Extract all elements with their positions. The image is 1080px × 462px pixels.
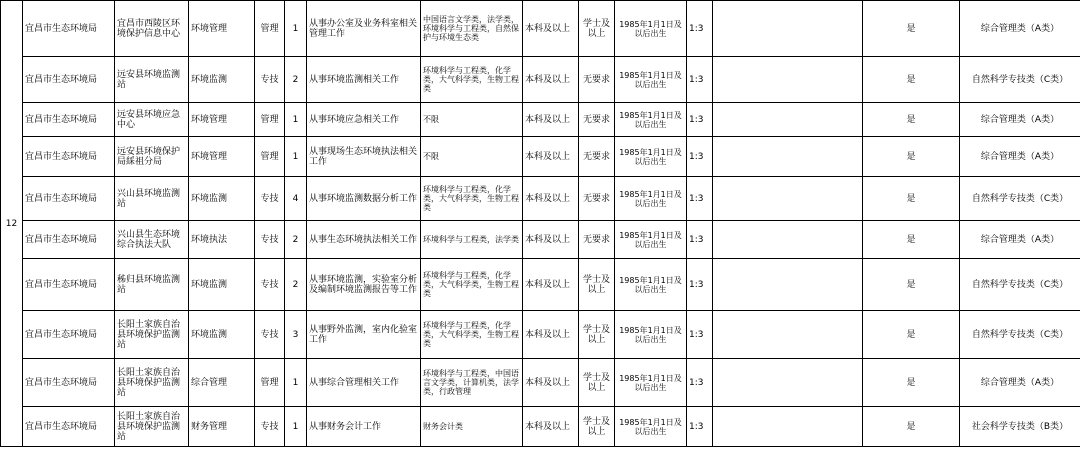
unit-cell: 宜昌市西陵区环境保护信息中心 — [115, 1, 189, 57]
headcount-cell: 1 — [285, 359, 307, 407]
birth-requirement-cell: 1985年1月1日及以后出生 — [615, 57, 687, 103]
blank-cell — [713, 311, 863, 359]
unit-cell: 远安县环境保护局綵祖分局 — [115, 137, 189, 177]
major-cell: 环境科学与工程类，化学类，大气科学类，生物工程类 — [421, 311, 523, 359]
department-cell: 宜昌市生态环境局 — [23, 1, 115, 57]
post-name-cell: 环境监测 — [189, 311, 255, 359]
headcount-cell: 1 — [285, 1, 307, 57]
duty-cell: 从事生态环境执法相关工作 — [307, 221, 421, 259]
ratio-cell: 1:3 — [687, 221, 713, 259]
degree-cell: 无要求 — [579, 137, 615, 177]
birth-requirement-cell: 1985年1月1日及以后出生 — [615, 137, 687, 177]
duty-cell: 从事现场生态环境执法相关工作 — [307, 137, 421, 177]
headcount-cell: 2 — [285, 57, 307, 103]
headcount-cell: 1 — [285, 407, 307, 447]
duty-cell: 从事综合管理相关工作 — [307, 359, 421, 407]
blank-cell — [713, 1, 863, 57]
department-cell: 宜昌市生态环境局 — [23, 137, 115, 177]
group-number-cell: 12 — [1, 1, 23, 447]
unit-cell: 长阳土家族自治县环境保护监测站 — [115, 359, 189, 407]
duty-cell: 从事环境应急相关工作 — [307, 103, 421, 137]
ratio-cell: 1:3 — [687, 311, 713, 359]
blank-cell — [713, 57, 863, 103]
post-category-cell: 管理 — [255, 137, 285, 177]
post-name-cell: 环境管理 — [189, 1, 255, 57]
major-cell: 财务会计类 — [421, 407, 523, 447]
table-row — [1, 137, 1080, 177]
post-name-cell: 环境监测 — [189, 57, 255, 103]
post-name-cell: 财务管理 — [189, 407, 255, 447]
blank-cell — [713, 137, 863, 177]
degree-cell: 学士及以上 — [579, 311, 615, 359]
degree-cell: 无要求 — [579, 103, 615, 137]
department-cell: 宜昌市生态环境局 — [23, 57, 115, 103]
duty-cell: 从事环境监测相关工作 — [307, 57, 421, 103]
post-category-cell: 专技 — [255, 177, 285, 221]
major-cell: 不限 — [421, 103, 523, 137]
unit-cell: 秭归县环境监测站 — [115, 259, 189, 311]
blank-cell — [713, 259, 863, 311]
degree-cell: 学士及以上 — [579, 407, 615, 447]
department-cell: 宜昌市生态环境局 — [23, 177, 115, 221]
flag-cell: 是 — [863, 311, 960, 359]
post-category-cell: 专技 — [255, 221, 285, 259]
post-name-cell: 环境监测 — [189, 259, 255, 311]
degree-cell: 学士及以上 — [579, 259, 615, 311]
birth-requirement-cell: 1985年1月1日及以后出生 — [615, 1, 687, 57]
degree-cell: 无要求 — [579, 177, 615, 221]
headcount-cell: 4 — [285, 177, 307, 221]
exam-category-cell: 自然科学专技类（C类） — [960, 259, 1080, 311]
flag-cell: 是 — [863, 1, 960, 57]
exam-category-cell: 综合管理类（A类） — [960, 221, 1080, 259]
unit-cell: 远安县环境监测站 — [115, 57, 189, 103]
ratio-cell: 1:3 — [687, 57, 713, 103]
unit-cell: 兴山县环境监测站 — [115, 177, 189, 221]
major-cell: 环境科学与工程类，法学类 — [421, 221, 523, 259]
birth-requirement-cell: 1985年1月1日及以后出生 — [615, 407, 687, 447]
ratio-cell: 1:3 — [687, 1, 713, 57]
post-name-cell: 环境监测 — [189, 177, 255, 221]
unit-cell: 兴山县生态环境综合执法大队 — [115, 221, 189, 259]
education-cell: 本科及以上 — [523, 137, 579, 177]
degree-cell: 无要求 — [579, 221, 615, 259]
headcount-cell: 1 — [285, 103, 307, 137]
blank-cell — [713, 407, 863, 447]
duty-cell: 从事野外监测，室内化验室工作 — [307, 311, 421, 359]
table-row — [1, 177, 1080, 221]
major-cell: 环境科学与工程类，中国语言文学类，计算机类，法学类，行政管理 — [421, 359, 523, 407]
major-cell: 不限 — [421, 137, 523, 177]
exam-category-cell: 综合管理类（A类） — [960, 359, 1080, 407]
degree-cell: 无要求 — [579, 57, 615, 103]
major-cell: 环境科学与工程类，化学类，大气科学类，生物工程类 — [421, 259, 523, 311]
ratio-cell: 1:3 — [687, 359, 713, 407]
education-cell: 本科及以上 — [523, 57, 579, 103]
flag-cell: 是 — [863, 137, 960, 177]
post-category-cell: 管理 — [255, 103, 285, 137]
education-cell: 本科及以上 — [523, 177, 579, 221]
education-cell: 本科及以上 — [523, 103, 579, 137]
exam-category-cell: 综合管理类（A类） — [960, 1, 1080, 57]
table-row — [1, 57, 1080, 103]
table-row — [1, 1, 1080, 57]
ratio-cell: 1:3 — [687, 259, 713, 311]
ratio-cell: 1:3 — [687, 137, 713, 177]
flag-cell: 是 — [863, 259, 960, 311]
department-cell: 宜昌市生态环境局 — [23, 221, 115, 259]
table-row — [1, 359, 1080, 407]
ratio-cell: 1:3 — [687, 407, 713, 447]
department-cell: 宜昌市生态环境局 — [23, 407, 115, 447]
education-cell: 本科及以上 — [523, 221, 579, 259]
education-cell: 本科及以上 — [523, 407, 579, 447]
flag-cell: 是 — [863, 103, 960, 137]
exam-category-cell: 自然科学专技类（C类） — [960, 177, 1080, 221]
department-cell: 宜昌市生态环境局 — [23, 311, 115, 359]
post-name-cell: 环境执法 — [189, 221, 255, 259]
post-category-cell: 专技 — [255, 259, 285, 311]
birth-requirement-cell: 1985年1月1日及以后出生 — [615, 221, 687, 259]
headcount-cell: 2 — [285, 259, 307, 311]
birth-requirement-cell: 1985年1月1日及以后出生 — [615, 311, 687, 359]
education-cell: 本科及以上 — [523, 1, 579, 57]
table-row — [1, 407, 1080, 447]
table-row — [1, 221, 1080, 259]
major-cell: 环境科学与工程类，化学类，大气科学类，生物工程类 — [421, 57, 523, 103]
post-category-cell: 专技 — [255, 311, 285, 359]
table-row — [1, 311, 1080, 359]
major-cell: 环境科学与工程类，化学类，大气科学类，生物工程类 — [421, 177, 523, 221]
post-category-cell: 管理 — [255, 359, 285, 407]
table-row — [1, 259, 1080, 311]
post-category-cell: 管理 — [255, 1, 285, 57]
duty-cell: 从事环境监测数据分析工作 — [307, 177, 421, 221]
post-name-cell: 环境管理 — [189, 103, 255, 137]
post-category-cell: 专技 — [255, 57, 285, 103]
birth-requirement-cell: 1985年1月1日及以后出生 — [615, 103, 687, 137]
exam-category-cell: 综合管理类（A类） — [960, 103, 1080, 137]
birth-requirement-cell: 1985年1月1日及以后出生 — [615, 359, 687, 407]
duty-cell: 从事环境监测，实验室分析及编制环境监测报告等工作 — [307, 259, 421, 311]
duty-cell: 从事财务会计工作 — [307, 407, 421, 447]
blank-cell — [713, 177, 863, 221]
headcount-cell: 3 — [285, 311, 307, 359]
education-cell: 本科及以上 — [523, 259, 579, 311]
post-category-cell: 专技 — [255, 407, 285, 447]
department-cell: 宜昌市生态环境局 — [23, 103, 115, 137]
flag-cell: 是 — [863, 177, 960, 221]
blank-cell — [713, 103, 863, 137]
education-cell: 本科及以上 — [523, 311, 579, 359]
flag-cell: 是 — [863, 359, 960, 407]
flag-cell: 是 — [863, 407, 960, 447]
unit-cell: 远安县环境应急中心 — [115, 103, 189, 137]
headcount-cell: 1 — [285, 137, 307, 177]
education-cell: 本科及以上 — [523, 359, 579, 407]
blank-cell — [713, 221, 863, 259]
ratio-cell: 1:3 — [687, 103, 713, 137]
blank-cell — [713, 359, 863, 407]
department-cell: 宜昌市生态环境局 — [23, 359, 115, 407]
flag-cell: 是 — [863, 57, 960, 103]
post-name-cell: 综合管理 — [189, 359, 255, 407]
exam-category-cell: 自然科学专技类（C类） — [960, 57, 1080, 103]
birth-requirement-cell: 1985年1月1日及以后出生 — [615, 259, 687, 311]
major-cell: 中国语言文学类，法学类，环境科学与工程类，自然保护与环境生态类 — [421, 1, 523, 57]
degree-cell: 学士及以上 — [579, 1, 615, 57]
headcount-cell: 2 — [285, 221, 307, 259]
exam-category-cell: 自然科学专技类（C类） — [960, 311, 1080, 359]
table-row — [1, 103, 1080, 137]
exam-category-cell: 综合管理类（A类） — [960, 137, 1080, 177]
post-name-cell: 环境管理 — [189, 137, 255, 177]
ratio-cell: 1:3 — [687, 177, 713, 221]
exam-category-cell: 社会科学专技类（B类） — [960, 407, 1080, 447]
birth-requirement-cell: 1985年1月1日及以后出生 — [615, 177, 687, 221]
flag-cell: 是 — [863, 221, 960, 259]
department-cell: 宜昌市生态环境局 — [23, 259, 115, 311]
degree-cell: 学士及以上 — [579, 359, 615, 407]
duty-cell: 从事办公室及业务科室相关管理工作 — [307, 1, 421, 57]
unit-cell: 长阳土家族自治县环境保护监测站 — [115, 407, 189, 447]
unit-cell: 长阳土家族自治县环境保护监测站 — [115, 311, 189, 359]
